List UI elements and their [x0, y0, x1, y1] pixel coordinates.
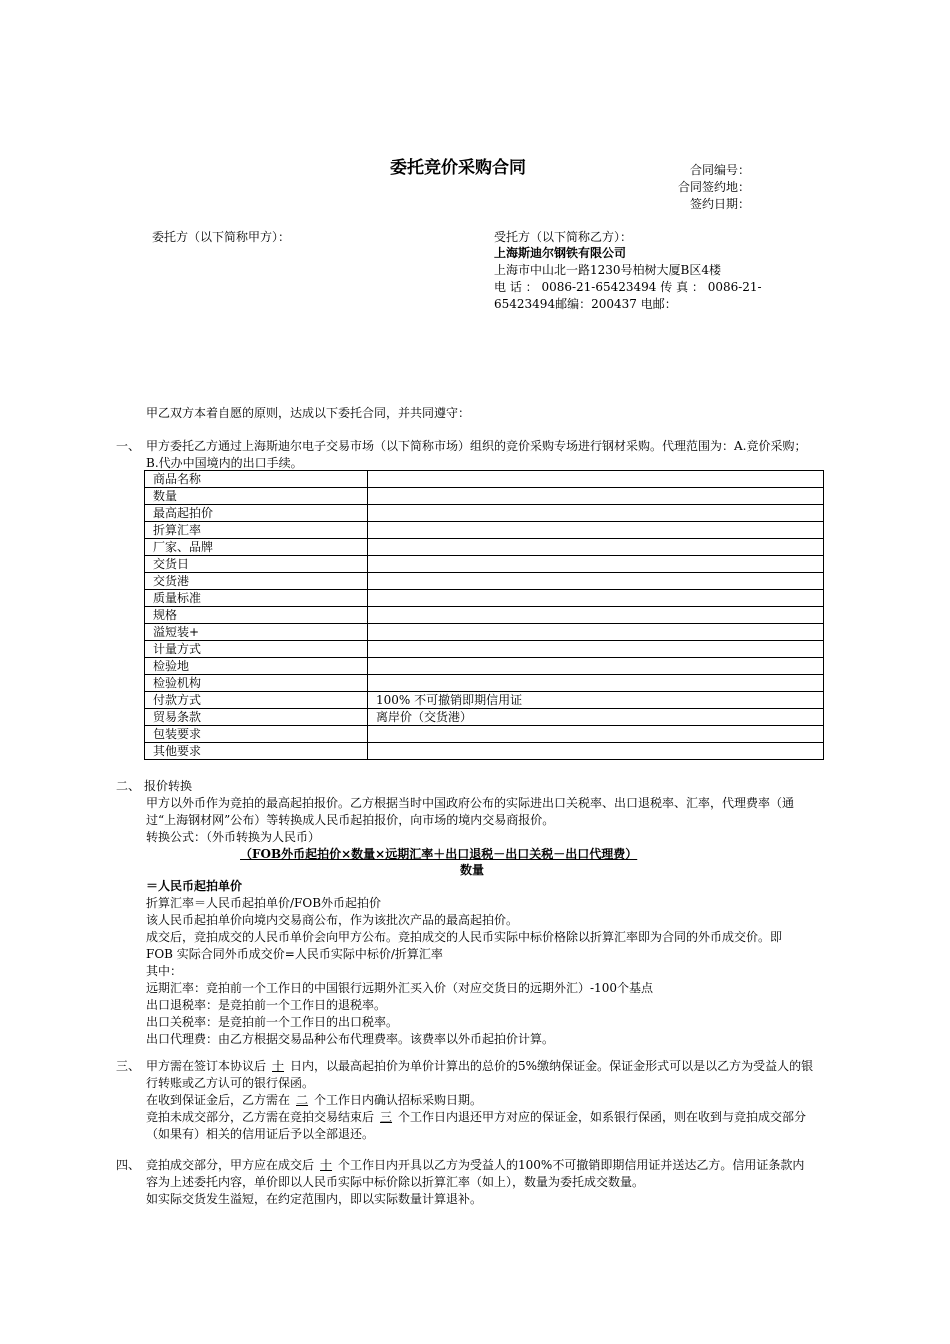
table-row	[145, 573, 824, 590]
table-row-value	[368, 607, 824, 624]
table-row-label: 商品名称	[145, 471, 368, 488]
contract-title: 委托竞价采购合同	[390, 158, 526, 178]
party-b-label: 受托方（以下简称乙方）：	[494, 230, 633, 244]
section-2-p9: 出口退税率：是竞拍前一个工作日的退税率。	[146, 998, 387, 1012]
section-4-p2: 如实际交货发生溢短，在约定范围内，即以实际数量计算退补。	[146, 1192, 483, 1206]
table-row-value	[368, 505, 824, 522]
table-row	[145, 624, 824, 641]
party-b-contact-line1: 电 话 ： 0086-21-65423494 传 真 ： 0086-21-	[494, 280, 762, 294]
table-row-label: 交货日	[145, 556, 368, 573]
table-row	[145, 539, 824, 556]
section-1	[116, 438, 816, 472]
table-row-value	[368, 590, 824, 607]
section-3-p1: 甲方需在签订本协议后 十 日内，以最高起拍价为单价计算出的总价的5%缴纳保证金。保证金形式可以是以乙方为受益人的银行转账或乙方认可的银行保函。	[146, 1059, 814, 1090]
lc-days-blank: 十	[320, 1158, 333, 1172]
section-4	[116, 1157, 816, 1208]
table-row	[145, 743, 824, 760]
sign-place-label: 合同签约地：	[677, 180, 750, 194]
table-row	[145, 641, 824, 658]
section-2-p1: 甲方以外币作为竞拍的最高起拍报价。乙方根据当时中国政府公布的实际进出口关税率、出口退税率、汇率，代理费率（通过“上海钢材网”公布）等转换成人民币起拍报价，向市场的境内交易商报价。	[146, 796, 795, 827]
table-row-value	[368, 471, 824, 488]
section-2-p10: 出口关税率：是竞拍前一个工作日的出口税率。	[146, 1015, 399, 1029]
formula-numerator: （FOB外币起拍价×数量×远期汇率＋出口退税－出口关税－出口代理费）	[240, 847, 638, 861]
table-row	[145, 488, 824, 505]
section-2-p3: 折算汇率＝人民币起拍单价/FOB外币起拍价	[146, 896, 382, 910]
section-1-number: 一、	[116, 439, 141, 453]
table-row	[145, 590, 824, 607]
intro-text: 甲乙双方本着自愿的原则，达成以下委托合同，并共同遵守：	[146, 406, 471, 420]
section-2-p7: 其中：	[146, 964, 183, 978]
table-row-value: 100% 不可撤销即期信用证	[368, 692, 824, 709]
table-row-label: 计量方式	[145, 641, 368, 658]
section-2-p6: FOB 实际合同外币成交价=人民币实际中标价/折算汇率	[146, 947, 443, 961]
table-row	[145, 692, 824, 709]
party-b-contact-line2: 65423494邮编：200437 电邮：	[494, 297, 677, 311]
table-row-label: 最高起拍价	[145, 505, 368, 522]
formula-result: ＝人民币起拍单价	[146, 879, 243, 893]
party-b-address: 上海市中山北一路1230号柏树大厦B区4楼	[494, 263, 721, 277]
table-row-value	[368, 488, 824, 505]
section-3-number: 三、	[116, 1059, 141, 1073]
section-3	[116, 1058, 816, 1143]
table-row-label: 检验地	[145, 658, 368, 675]
table-row-value	[368, 556, 824, 573]
party-a-label: 委托方（以下简称甲方）：	[152, 230, 291, 244]
section-2-number: 二、	[116, 779, 141, 793]
table-row-label: 数量	[145, 488, 368, 505]
section-2-body	[146, 795, 816, 846]
table-row-label: 交货港	[145, 573, 368, 590]
section-4-number: 四、	[116, 1158, 141, 1172]
table-row-label: 付款方式	[145, 692, 368, 709]
section-3-p2: 在收到保证金后，乙方需在 二 个工作日内确认招标采购日期。	[146, 1093, 483, 1107]
deposit-days-blank: 十	[272, 1059, 285, 1073]
section-4-p1: 竞拍成交部分，甲方应在成交后 十 个工作日内开具以乙方为受益人的100%不可撤销即期信用证并送达乙方。信用证条款内容为上述委托内容，单价即以人民币实际中标价除以折算汇率（如上），数量为委托成交数量。	[146, 1158, 805, 1189]
sign-date-label: 签约日期：	[689, 197, 750, 211]
table-row	[145, 522, 824, 539]
table-row	[145, 658, 824, 675]
section-3-p3: 竞拍未成交部分，乙方需在竞拍交易结束后 三 个工作日内退还甲方对应的保证金，如系银行保函，则在收到与竞拍成交部分（如果有）相关的信用证后予以全部退还。	[146, 1110, 807, 1141]
refund-days-blank: 三	[380, 1110, 393, 1124]
table-row	[145, 709, 824, 726]
table-row-label: 检验机构	[145, 675, 368, 692]
table-row	[145, 726, 824, 743]
party-b-company: 上海斯迪尔钢铁有限公司	[494, 246, 627, 260]
confirm-days-blank: 二	[296, 1093, 309, 1107]
table-row-value: 离岸价（交货港）	[368, 709, 824, 726]
table-row-label: 贸易条款	[145, 709, 368, 726]
section-2	[116, 778, 816, 795]
table-row-label: 包装要求	[145, 726, 368, 743]
table-row-value	[368, 641, 824, 658]
table-row-label: 其他要求	[145, 743, 368, 760]
table-row-label: 溢短装+	[145, 624, 368, 641]
table-row-label: 质量标准	[145, 590, 368, 607]
contract-no-label: 合同编号：	[689, 163, 750, 177]
section-2-p11: 出口代理费：由乙方根据交易品种公布代理费率。该费率以外币起拍价计算。	[146, 1032, 555, 1046]
table-row	[145, 505, 824, 522]
table-row-label: 厂家、品牌	[145, 539, 368, 556]
table-row-value	[368, 743, 824, 760]
table-row	[145, 675, 824, 692]
table-row	[145, 607, 824, 624]
table-row	[145, 471, 824, 488]
table-row-value	[368, 675, 824, 692]
table-row-value	[368, 539, 824, 556]
table-row-value	[368, 658, 824, 675]
section-1-text: 甲方委托乙方通过上海斯迪尔电子交易市场（以下简称市场）组织的竞价采购专场进行钢材采购。代理范围为：A.竞价采购；B.代办中国境内的出口手续。	[146, 439, 807, 470]
section-2-p4: 该人民币起拍单价向境内交易商公布，作为该批次产品的最高起拍价。	[146, 913, 519, 927]
section-2-p8: 远期汇率：竞拍前一个工作日的中国银行远期外汇买入价（对应交货日的远期外汇）-100个基点	[146, 981, 653, 995]
section-2-p5: 成交后，竞拍成交的人民币单价会向甲方公布。竞拍成交的人民币实际中标价格除以折算汇率即为合同的外币成交价。即	[146, 930, 783, 944]
table-row-value	[368, 573, 824, 590]
table-row-label: 折算汇率	[145, 522, 368, 539]
table-row	[145, 556, 824, 573]
table-row-value	[368, 522, 824, 539]
section-2-p2: 转换公式：（外币转换为人民币）	[146, 830, 321, 844]
table-row-value	[368, 726, 824, 743]
section-2-heading: 报价转换	[144, 779, 193, 793]
table-row-label: 规格	[145, 607, 368, 624]
goods-table	[144, 470, 824, 760]
section-2-body-2	[146, 878, 816, 1048]
formula-denominator: 数量	[460, 863, 485, 877]
table-row-value	[368, 624, 824, 641]
